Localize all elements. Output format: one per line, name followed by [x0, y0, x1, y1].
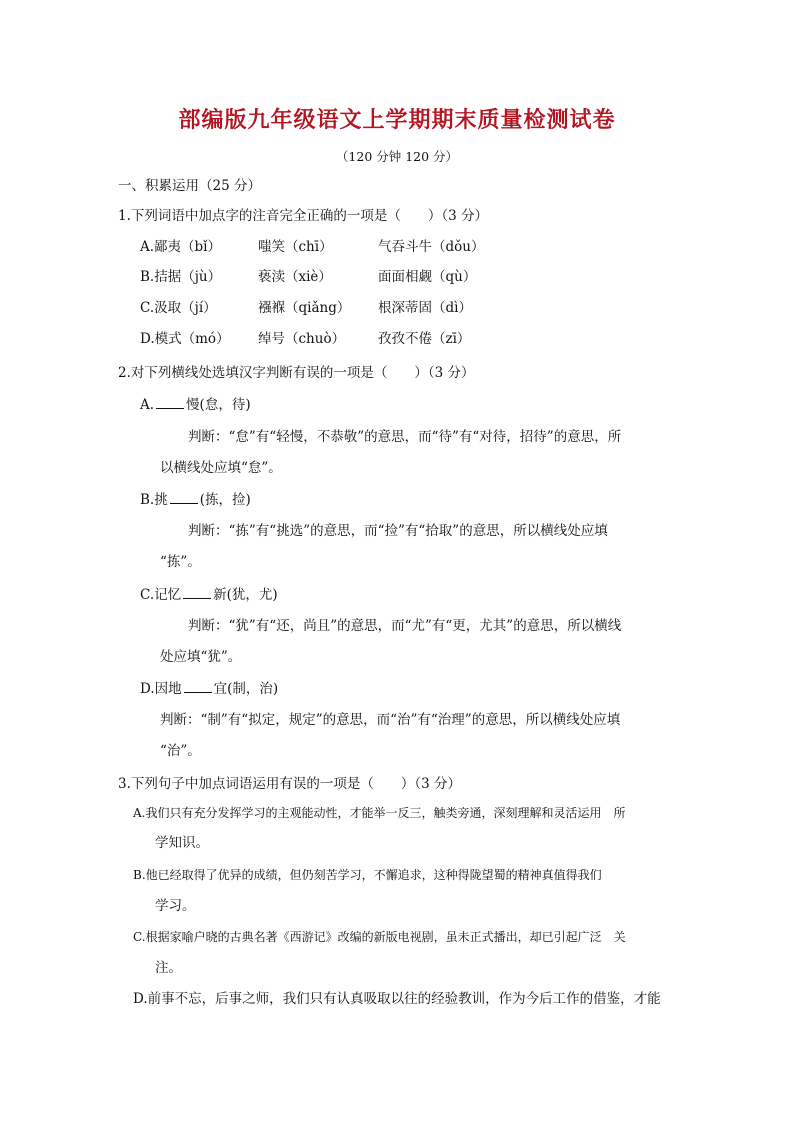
q2-a-judgment-1: 判断：“怠”有“轻慢，不恭敬”的意思，而“待”有“对待，招待”的意思，所	[188, 429, 622, 445]
q1-option-c-2: 襁褓（qiǎng）	[258, 300, 351, 316]
q3-option-b-line-2: 学习。	[155, 898, 196, 914]
q3-option-b-line-1: B.他已经取得了优异的成绩，但仍刻苦学习，不懈追求，这种得陇望蜀的精神真值得我们	[133, 868, 602, 882]
q1-option-b-3: 面面相觑（qù）	[378, 269, 477, 285]
q2-d-judgment-2: “治”。	[160, 743, 201, 759]
q2-d-prefix: D.因地	[140, 681, 182, 697]
q2-a-prefix: A.	[140, 397, 155, 413]
section-heading: 一、积累运用（25 分）	[118, 178, 261, 194]
q2-c-prefix: C.记忆	[140, 587, 182, 603]
fill-blank	[183, 586, 211, 599]
q1-option-c-3: 根深蒂固（dì）	[378, 300, 472, 316]
q2-option-b	[140, 491, 251, 509]
fill-blank	[170, 491, 198, 504]
question-3-stem: 3.下列句子中加点词语运用有误的一项是（ ）（3 分）	[118, 776, 462, 792]
q1-option-a-1: A.鄙夷（bǐ）	[140, 239, 221, 255]
q2-c-suffix: 新(犹，尤)	[213, 587, 278, 603]
question-1-stem: 1.下列词语中加点字的注音完全正确的一项是（ ）（3 分）	[118, 208, 489, 224]
q2-a-judgment-2: 以横线处应填“怠”。	[160, 460, 282, 476]
q2-option-a	[140, 396, 251, 414]
q2-d-judgment-1: 判断：“制”有“拟定，规定”的意思，而“治”有“治理”的意思，所以横线处应填	[160, 712, 621, 728]
q3-option-c-line-2: 注。	[155, 960, 182, 976]
q1-option-a-3: 气吞斗牛（dǒu）	[378, 239, 485, 255]
q1-option-d-1: D.模式（mó）	[140, 331, 230, 347]
q1-option-b-1: B.拮据（jù）	[140, 269, 222, 285]
q2-c-judgment-1: 判断：“犹”有“还，尚且”的意思，而“尤”有“更，尤其”的意思，所以横线	[188, 618, 622, 634]
q1-option-d-2: 绰号（chuò）	[258, 331, 346, 347]
q2-b-prefix: B.挑	[140, 492, 168, 508]
exam-title: 部编版九年级语文上学期期末质量检测试卷	[178, 108, 616, 133]
q3-option-d-line-1: D.前事不忘，后事之师，我们只有认真吸取以往的经验教训，作为今后工作的借鉴，才能	[133, 991, 661, 1007]
q2-a-suffix: 慢(怠，待)	[186, 397, 251, 413]
q3-option-a-line-2: 学知识。	[155, 835, 209, 851]
q2-c-judgment-2: 处应填“犹”。	[160, 649, 242, 665]
q1-option-a-2: 嗤笑（chī）	[258, 239, 333, 255]
q2-b-judgment-1: 判断：“拣”有“挑选”的意思，而“捡”有“拾取”的意思，所以横线处应填	[188, 523, 608, 539]
q1-option-c-1: C.汲取（jí）	[140, 300, 217, 316]
fill-blank	[156, 396, 184, 409]
q1-option-d-3: 孜孜不倦（zī）	[378, 331, 471, 347]
q2-option-d	[140, 680, 278, 698]
q1-option-b-2: 亵渎（xiè）	[258, 269, 332, 285]
question-2-stem: 2.对下列横线处选填汉字判断有误的一项是（ ）（3 分）	[118, 365, 475, 381]
q2-b-judgment-2: “拣”。	[160, 554, 201, 570]
q2-b-suffix: (拣，捡)	[199, 492, 251, 508]
q3-option-c-line-1: C.根据家喻户晓的古典名著《西游记》改编的新版电视剧，虽未正式播出，却已引起广泛 关	[133, 930, 626, 944]
fill-blank	[184, 680, 212, 693]
q2-d-suffix: 宜(制，治)	[213, 681, 279, 697]
q3-option-a-line-1: A.我们只有充分发挥学习的主观能动性，才能举一反三，触类旁通，深刻理解和灵活运用 所	[133, 806, 626, 820]
q2-option-c	[140, 586, 278, 604]
exam-subtitle: （120 分钟 120 分）	[335, 149, 459, 164]
